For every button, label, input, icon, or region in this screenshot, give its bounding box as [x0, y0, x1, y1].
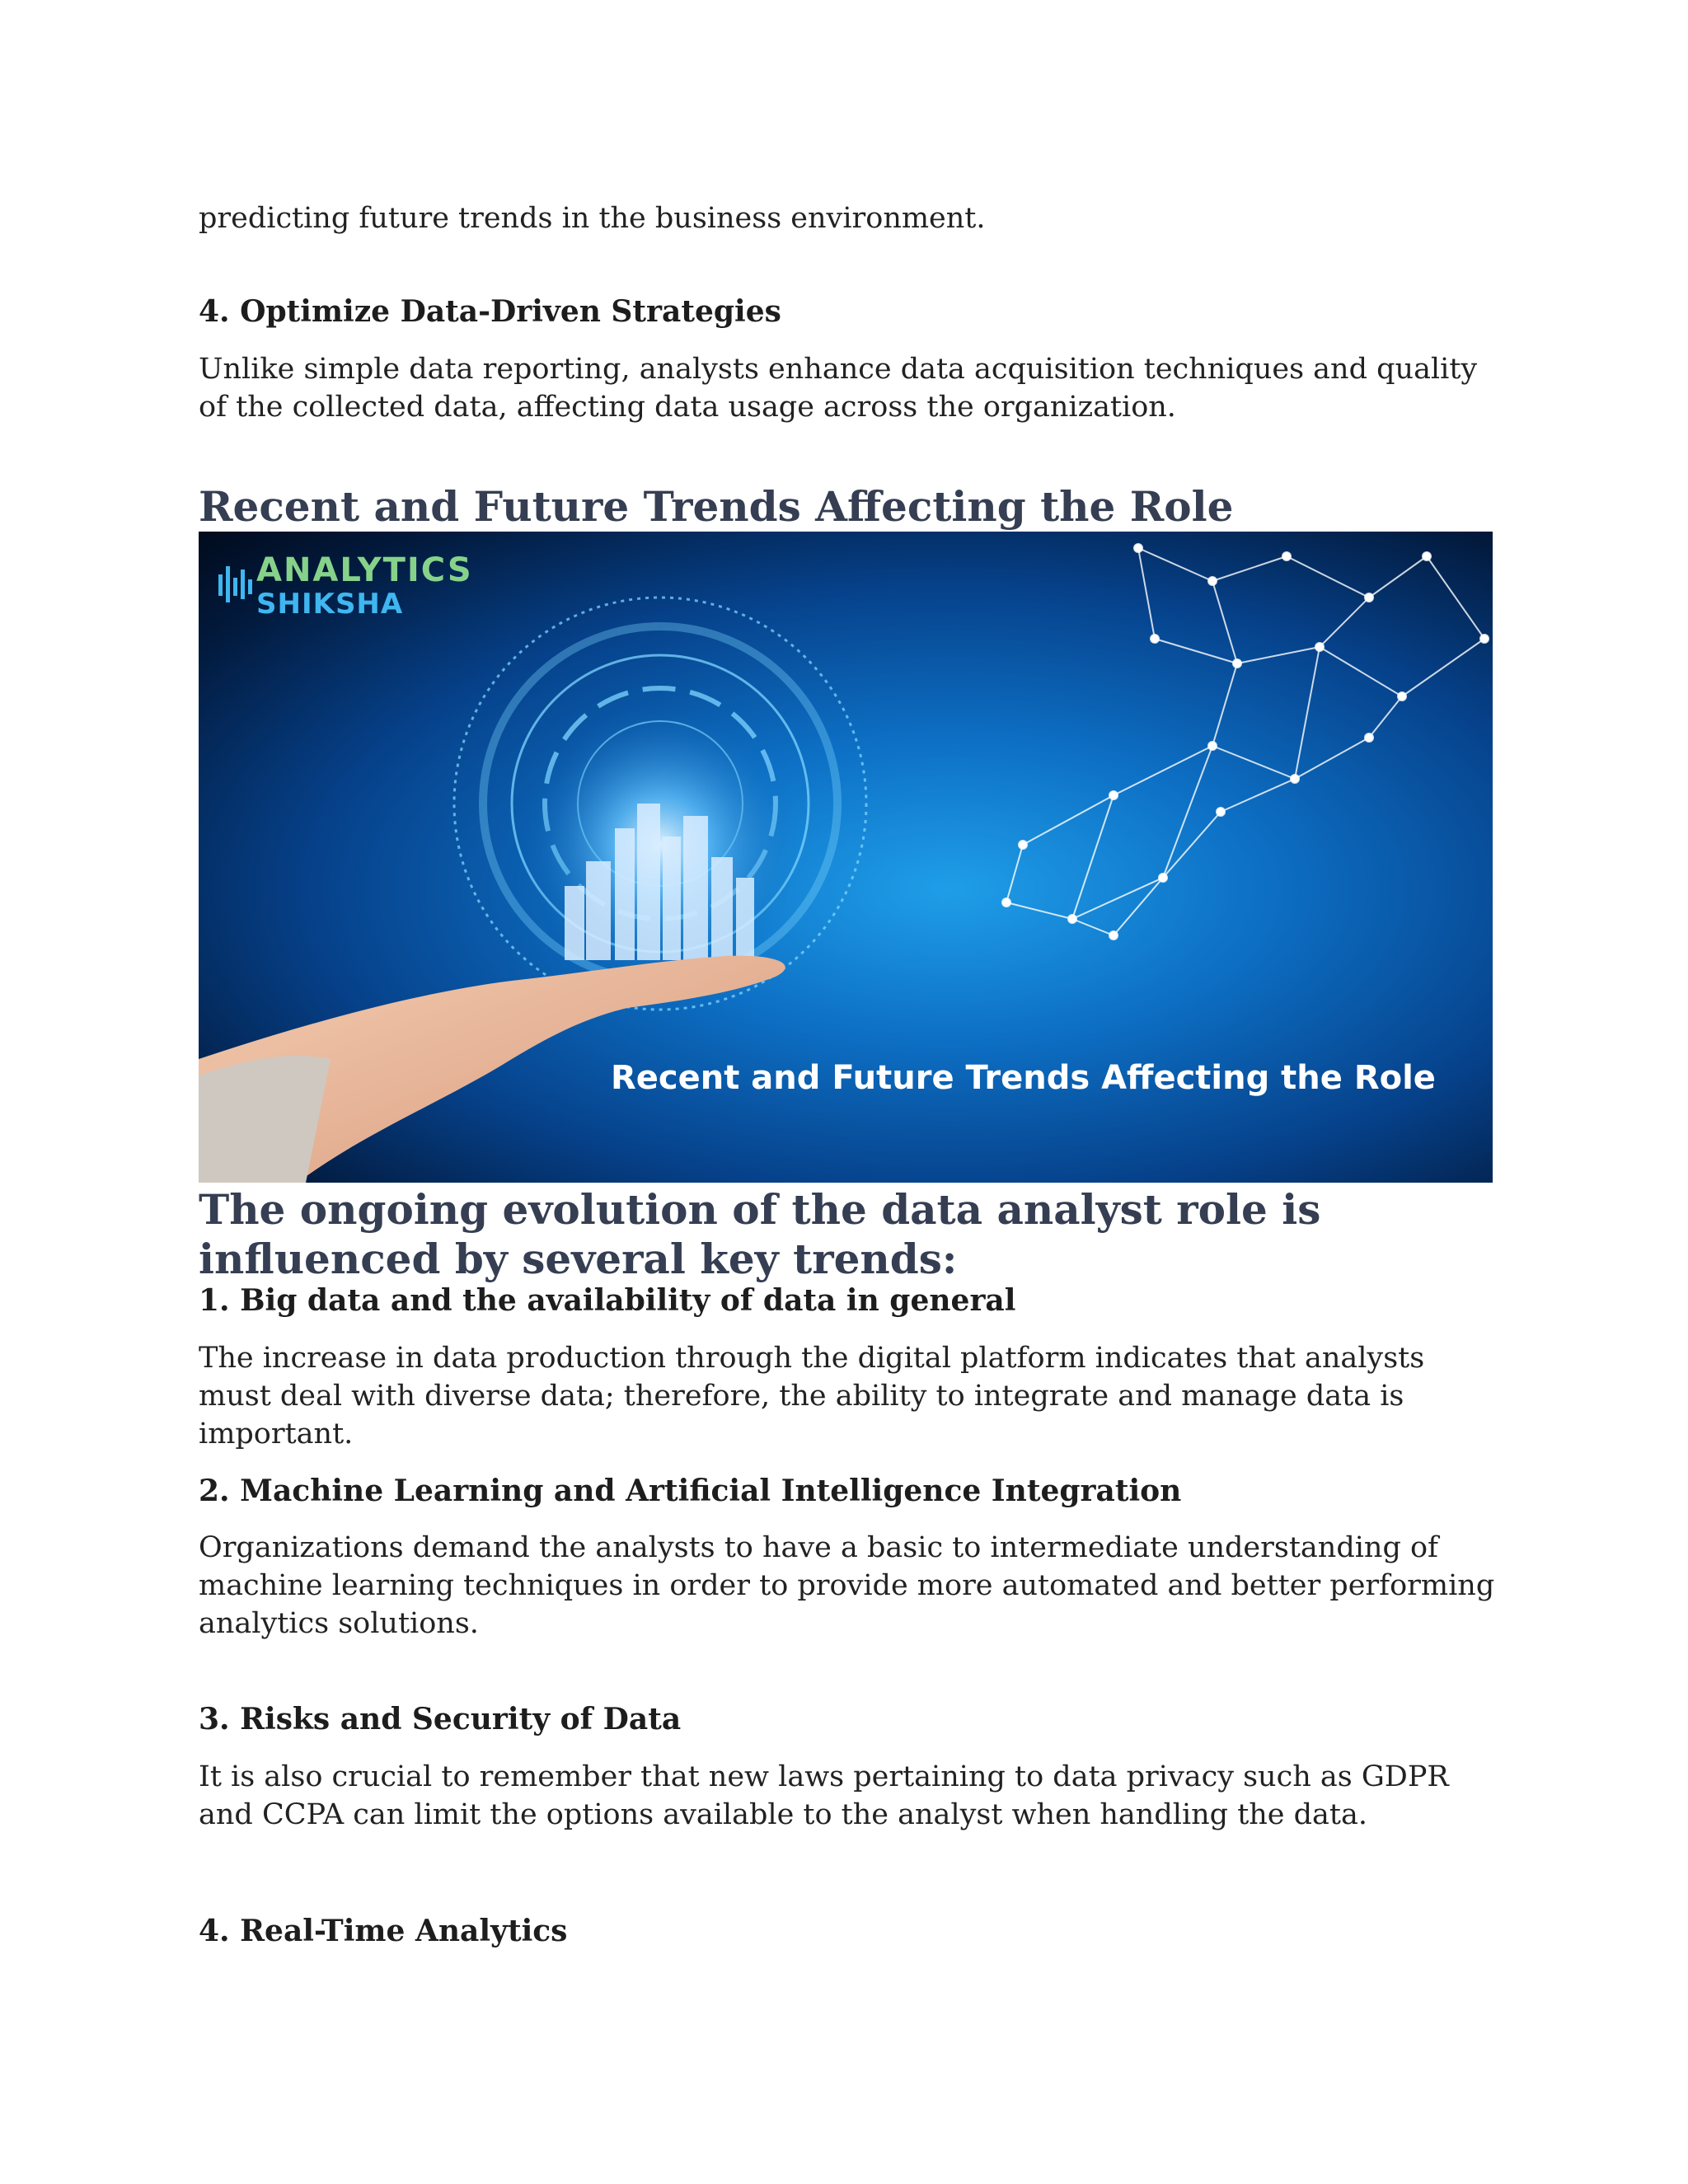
- trends-heading: Recent and Future Trends Affecting the Role: [199, 482, 1234, 531]
- trend3-body: It is also crucial to remember that new laws pertaining to data privacy such as GDPR and CCPA can limit the options available to the analyst when handling the data.: [199, 1760, 1449, 1831]
- evolution-heading: The ongoing evolution of the data analyst role is influenced by several key trends:: [199, 1185, 1321, 1283]
- figure-caption: Recent and Future Trends Affecting the Role: [611, 1059, 1436, 1097]
- trend3-heading: 3. Risks and Security of Data: [199, 1702, 682, 1736]
- trend2-body: Organizations demand the analysts to have a basic to intermediate understanding of machine learning techniques in order to provide more automated and better performing analytics solutions.: [199, 1531, 1495, 1640]
- brand-logo: [215, 548, 473, 622]
- intro-tail-text: predicting future trends in the business environment.: [199, 202, 986, 235]
- trend4-heading: 4. Real-Time Analytics: [199, 1914, 568, 1948]
- trend1-heading: 1. Big data and the availability of data in general: [199, 1283, 1016, 1318]
- section4-heading: 4. Optimize Data-Driven Strategies: [199, 294, 781, 329]
- logo-line1: ANALYTICS: [256, 551, 473, 589]
- section4-body: Unlike simple data reporting, analysts enhance data acquisition techniques and quality of the collected data, affecting data usage across the organization.: [199, 353, 1478, 424]
- logo-line2: SHIKSHA: [256, 588, 404, 621]
- network-mesh-icon: [1002, 544, 1489, 940]
- trends-illustration: [199, 532, 1493, 1183]
- trend2-heading: 2. Machine Learning and Artificial Intelligence Integration: [199, 1474, 1182, 1508]
- trend1-body: The increase in data production through the digital platform indicates that analysts must deal with diverse data; therefore, the ability to integrate and manage data is important.: [199, 1342, 1425, 1451]
